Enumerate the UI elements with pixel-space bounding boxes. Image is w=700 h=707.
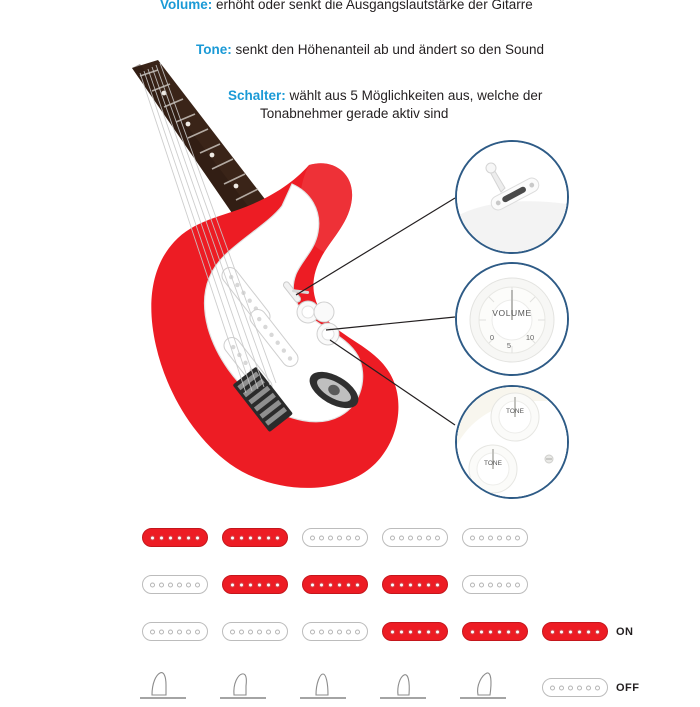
pickup-poles [390, 582, 440, 587]
matrix-cell-r1c2[interactable] [222, 528, 288, 547]
pickup-poles [470, 629, 520, 634]
matrix-cell-r3c1[interactable] [142, 622, 208, 641]
matrix-cell-r3c5[interactable] [462, 622, 528, 641]
pickup-poles [150, 582, 200, 587]
matrix-cell-r1c3[interactable] [302, 528, 368, 547]
matrix-cell-r2c4[interactable] [382, 575, 448, 594]
switch-position-4[interactable] [376, 665, 430, 707]
electric-guitar-illustration [96, 60, 436, 530]
volume-tick-10: 10 [525, 333, 535, 342]
matrix-cell-r3c3[interactable] [302, 622, 368, 641]
pickup-poles [390, 535, 440, 540]
annotation-volume-text: erhöht oder senkt die Ausgangslautstärke der Gitarre [212, 0, 533, 12]
annotation-tone-text: senkt den Höhenanteil ab und ändert so den Sound [231, 42, 544, 57]
switch-position-5[interactable] [456, 665, 510, 707]
pickup-poles [230, 582, 280, 587]
pickup-poles [150, 629, 200, 634]
switch-position-2[interactable] [216, 665, 270, 707]
tone-lower-label: TONE [484, 460, 502, 467]
annotation-switch-term: Schalter: [228, 88, 286, 103]
annotation-switch-line2: Tonabnehmer gerade aktiv sind [260, 106, 449, 122]
volume-knob-label: VOLUME [492, 308, 532, 318]
tone-knob-upper [491, 393, 539, 441]
matrix-cell-r1c1[interactable] [142, 528, 208, 547]
matrix-cell-r3c2[interactable] [222, 622, 288, 641]
pickup-poles [310, 629, 360, 634]
callout-tone-knobs [455, 385, 569, 499]
pickup-poles [550, 629, 600, 634]
switch-position-1[interactable] [136, 665, 190, 707]
pickup-poles [470, 535, 520, 540]
tone-upper-label: TONE [506, 408, 524, 415]
legend-swatch-off [542, 678, 608, 697]
matrix-cell-r2c5[interactable] [462, 575, 528, 594]
matrix-cell-r1c5[interactable] [462, 528, 528, 547]
tone-knob-lower [469, 445, 517, 493]
volume-tick-5: 5 [506, 341, 512, 350]
annotation-tone [196, 41, 676, 59]
volume-tick-0: 0 [489, 333, 495, 342]
annotation-volume-term: Volume: [160, 0, 213, 12]
switch-position-3[interactable] [296, 665, 350, 707]
pickup-poles [550, 685, 600, 690]
callout-pickup-selector-switch [455, 140, 569, 254]
annotation-tone-term: Tone: [196, 42, 232, 57]
legend-swatch-on [542, 622, 608, 641]
pickup-poles [310, 582, 360, 587]
matrix-cell-r2c1[interactable] [142, 575, 208, 594]
pickup-poles [390, 629, 440, 634]
pickup-poles [310, 535, 360, 540]
callout-volume-knob [455, 262, 569, 376]
pickup-poles [230, 629, 280, 634]
pickup-selector-matrix [132, 520, 692, 700]
legend-label-on: ON [616, 626, 634, 638]
matrix-cell-r1c4[interactable] [382, 528, 448, 547]
annotation-volume [160, 0, 680, 14]
pickup-poles [230, 535, 280, 540]
matrix-cell-r2c3[interactable] [302, 575, 368, 594]
pickup-poles [470, 582, 520, 587]
matrix-cell-r2c2[interactable] [222, 575, 288, 594]
pickup-poles [150, 535, 200, 540]
matrix-cell-r3c4[interactable] [382, 622, 448, 641]
legend-label-off: OFF [616, 682, 640, 694]
annotation-switch-text: wählt aus 5 Möglichkeiten aus, welche der [285, 88, 543, 103]
